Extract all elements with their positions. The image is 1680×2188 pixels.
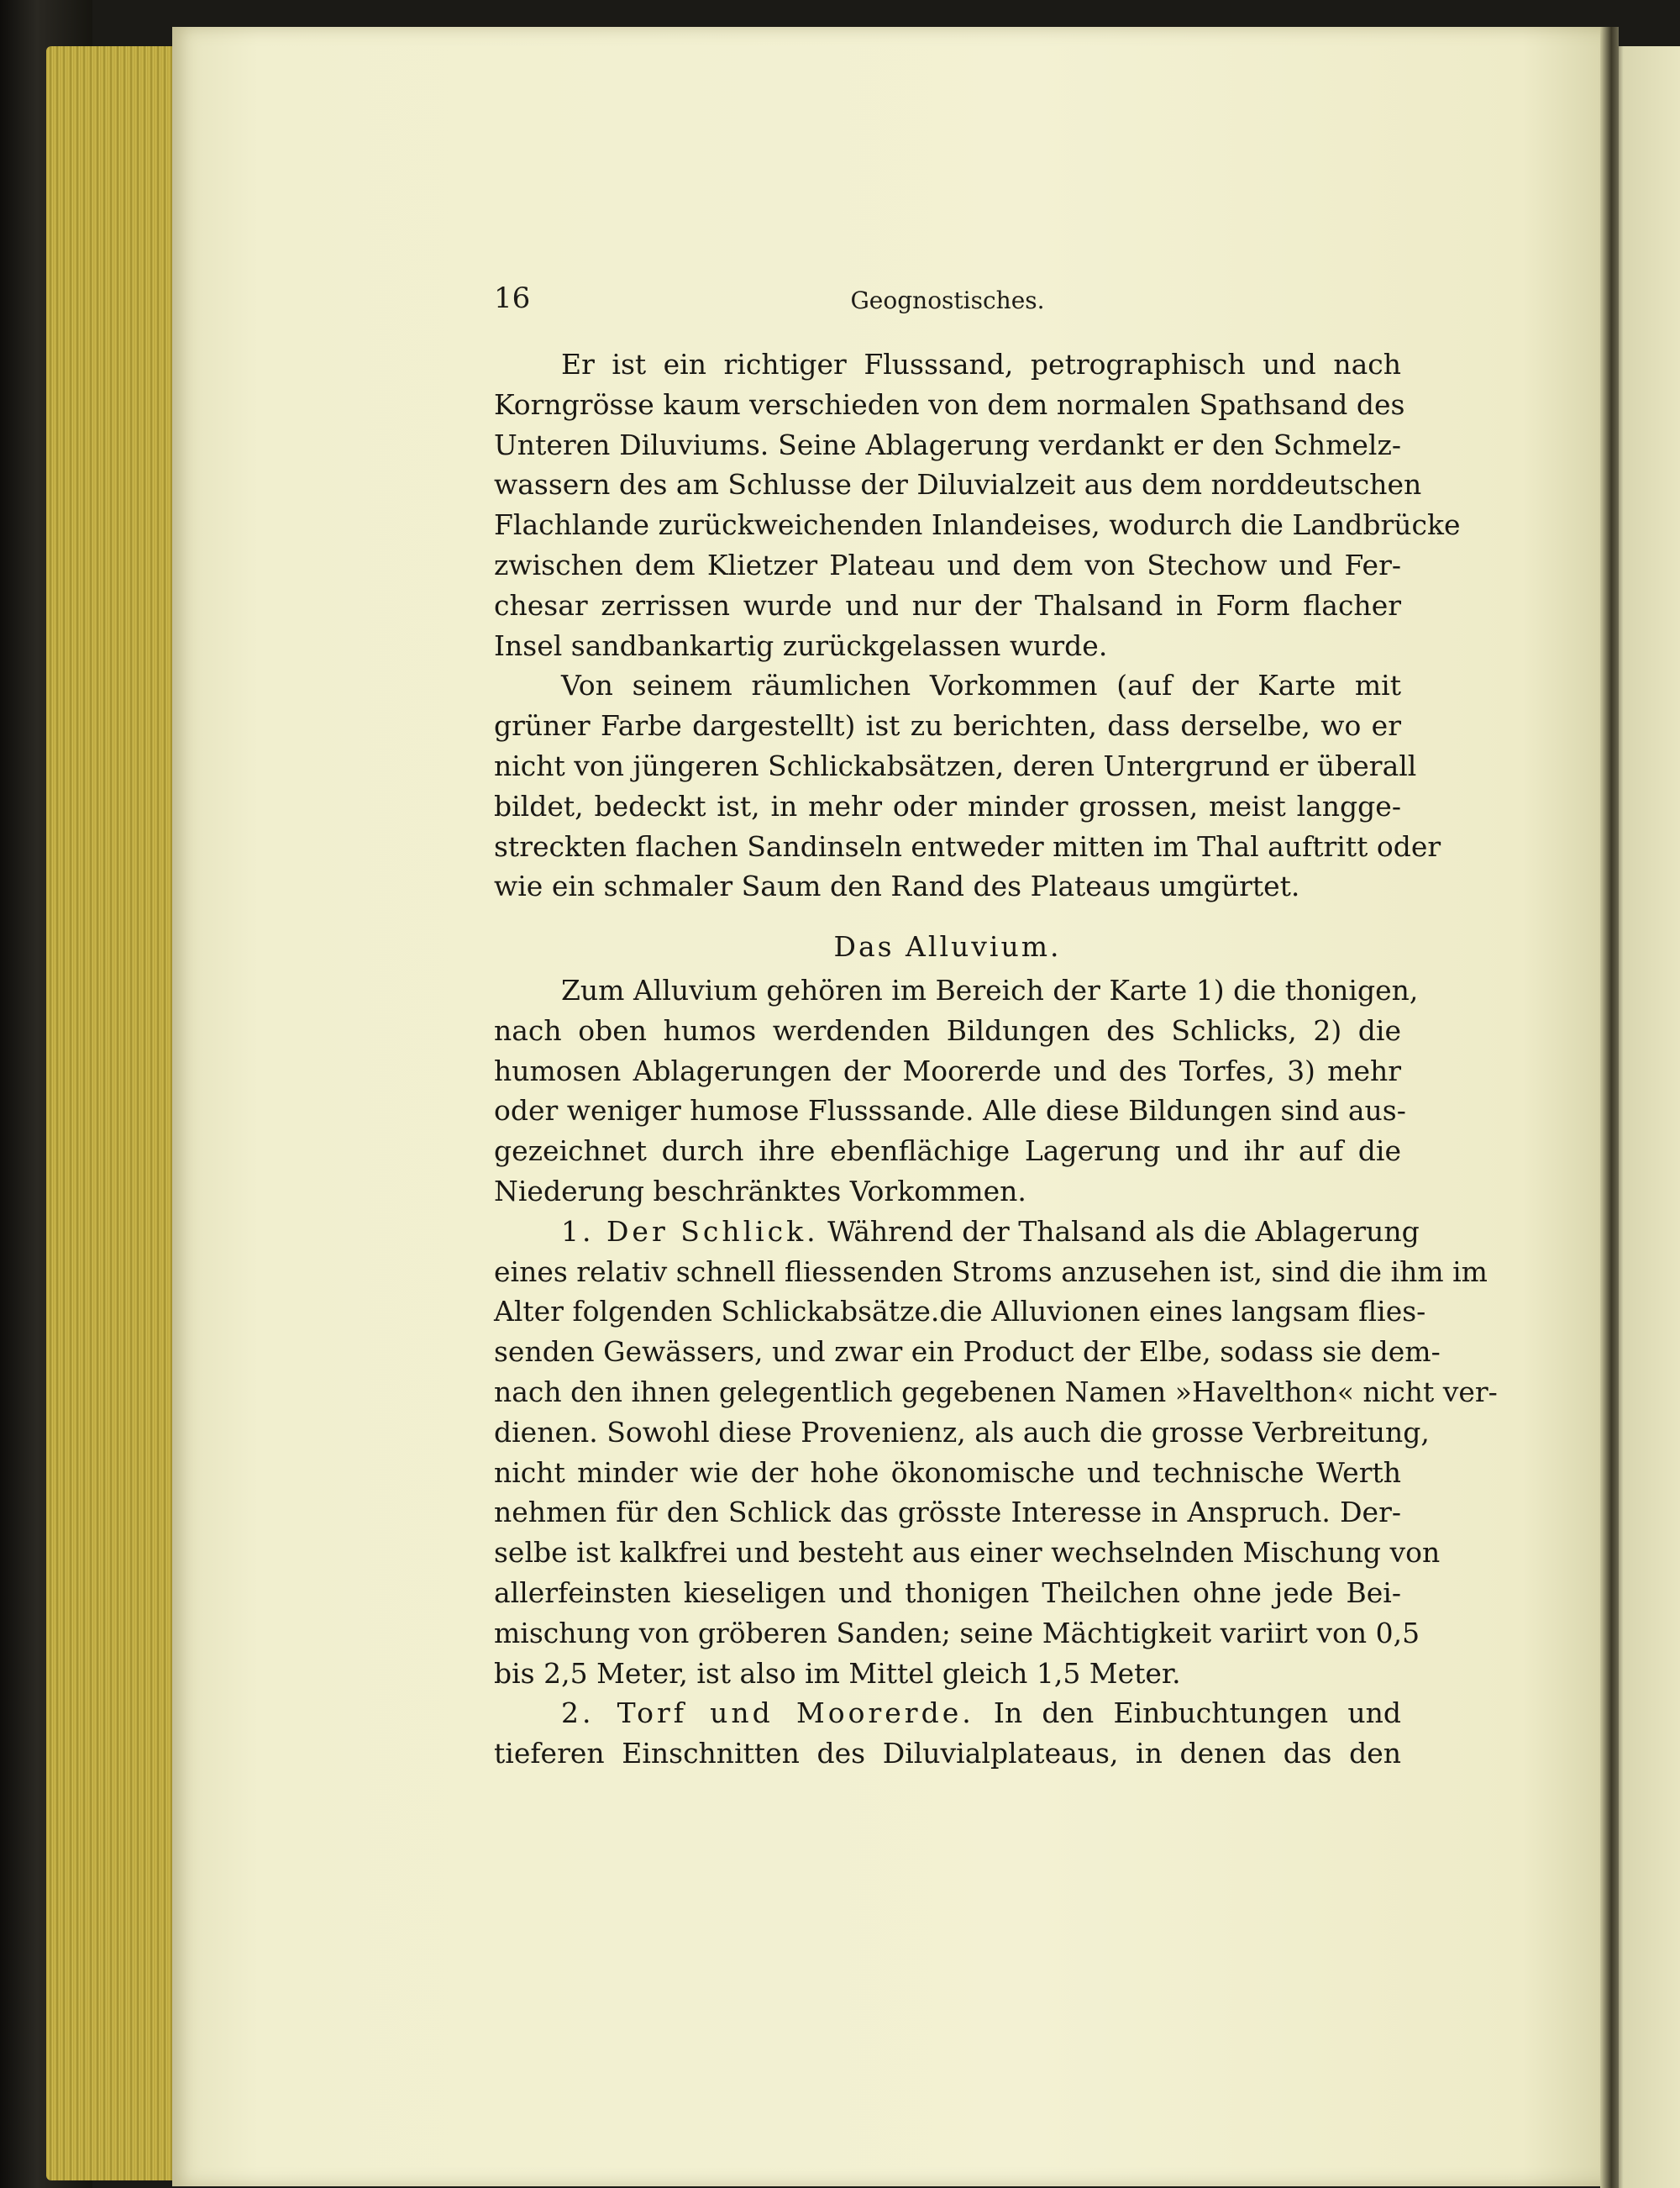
next-page-edge [1611, 46, 1680, 2188]
text-line: tieferen Einschnitten des Diluvialplateaus, in denen das den [494, 1737, 1401, 1770]
text-line: nicht minder wie der hohe ökonomische und technische Werth [494, 1455, 1401, 1489]
page-number: 16 [494, 281, 531, 315]
paragraph-5 [494, 1693, 1401, 1774]
text-line: wassern des am Schlusse der Diluvialzeit aus dem norddeutschen [494, 468, 1422, 502]
text-line: dienen. Sowohl diese Provenienz, als auch die grosse Verbreitung, [494, 1415, 1430, 1449]
body-text [494, 345, 1498, 1774]
text-line: nehmen für den Schlick das grösste Interesse in Anspruch. Der- [494, 1496, 1401, 1529]
text-line [494, 1693, 1401, 1733]
text-line: Korngrösse kaum verschieden von dem normalen Spathsand des [494, 387, 1405, 421]
text-line: eines relativ schnell fliessenden Stroms anzusehen ist, sind die ihm im [494, 1254, 1488, 1288]
paragraph-3 [494, 970, 1419, 1212]
text-line: Er ist ein richtiger Flusssand, petrographisch und nach [561, 348, 1401, 381]
text-line: oder weniger humose Flusssande. Alle diese Bildungen sind aus- [494, 1094, 1406, 1128]
page-edges [46, 46, 172, 2180]
running-head: Geognostisches. [850, 287, 1045, 314]
text-line: nach den ihnen gelegentlich gegebenen Namen »Havelthon« nicht ver- [494, 1375, 1498, 1408]
text-fragment: In den Einbuchtungen und [993, 1696, 1401, 1730]
paragraph-4 [494, 1212, 1498, 1694]
text-line: grüner Farbe dargestellt) ist zu berichten, dass derselbe, wo er [494, 709, 1401, 743]
page-header [494, 281, 1401, 323]
text-line: Unteren Diluviums. Seine Ablagerung verdankt er den Schmelz- [494, 428, 1401, 461]
book-gutter [1600, 27, 1619, 2188]
text-line [494, 1212, 1420, 1252]
text-line: allerfeinsten kieseligen und thonigen Theilchen ohne jede Bei- [494, 1575, 1401, 1609]
text-line: nach oben humos werdenden Bildungen des Schlicks, 2) die [494, 1013, 1401, 1047]
text-line: zwischen dem Klietzer Plateau und dem von Stechow und Fer- [494, 548, 1401, 581]
text-line: chesar zerrissen wurde und nur der Thalsand in Form flacher [494, 588, 1401, 622]
text-line: selbe ist kalkfrei und besteht aus einer wechselnden Mischung von [494, 1536, 1441, 1570]
item-label-schlick: 1. Der Schlick. [561, 1214, 819, 1248]
text-line: Niederung beschränktes Vorkommen. [494, 1174, 1026, 1207]
text-line: humosen Ablagerungen der Moorerde und des Torfes, 3) mehr [494, 1054, 1401, 1087]
text-line: nicht von jüngeren Schlickabsätzen, deren Untergrund er überall [494, 749, 1417, 782]
text-line: streckten flachen Sandinseln entweder mitten im Thal auftritt oder [494, 829, 1441, 863]
text-line: bis 2,5 Meter, ist also im Mittel gleich 1,5 Meter. [494, 1656, 1181, 1690]
paragraph-1 [494, 345, 1461, 665]
section-heading: Das Alluvium. [833, 930, 1062, 964]
text-line: wie ein schmaler Saum den Rand des Plateaus umgürtet. [494, 870, 1300, 903]
paragraph-2 [494, 665, 1441, 907]
item-label-torf: 2. Torf und Moorerde. [561, 1696, 974, 1730]
text-fragment: Während der Thalsand als die Ablagerung [827, 1214, 1420, 1248]
text-line: gezeichnet durch ihre ebenflächige Lagerung und ihr auf die [494, 1134, 1401, 1168]
text-line: Alter folgenden Schlickabsätze.die Alluvionen eines langsam flies- [494, 1295, 1426, 1328]
text-line: Von seinem räumlichen Vorkommen (auf der Karte mit [561, 669, 1401, 702]
text-line: senden Gewässers, und zwar ein Product der Elbe, sodass sie dem- [494, 1335, 1441, 1369]
text-line: Flachlande zurückweichenden Inlandeises, wodurch die Landbrücke [494, 508, 1461, 542]
text-line: Insel sandbankartig zurückgelassen wurde. [494, 629, 1108, 662]
text-line: bildet, bedeckt ist, in mehr oder minder grossen, meist langge- [494, 789, 1401, 823]
text-line: mischung von gröberen Sanden; seine Mächtigkeit variirt von 0,5 [494, 1616, 1420, 1649]
text-line: Zum Alluvium gehören im Bereich der Karte 1) die thonigen, [561, 973, 1419, 1007]
